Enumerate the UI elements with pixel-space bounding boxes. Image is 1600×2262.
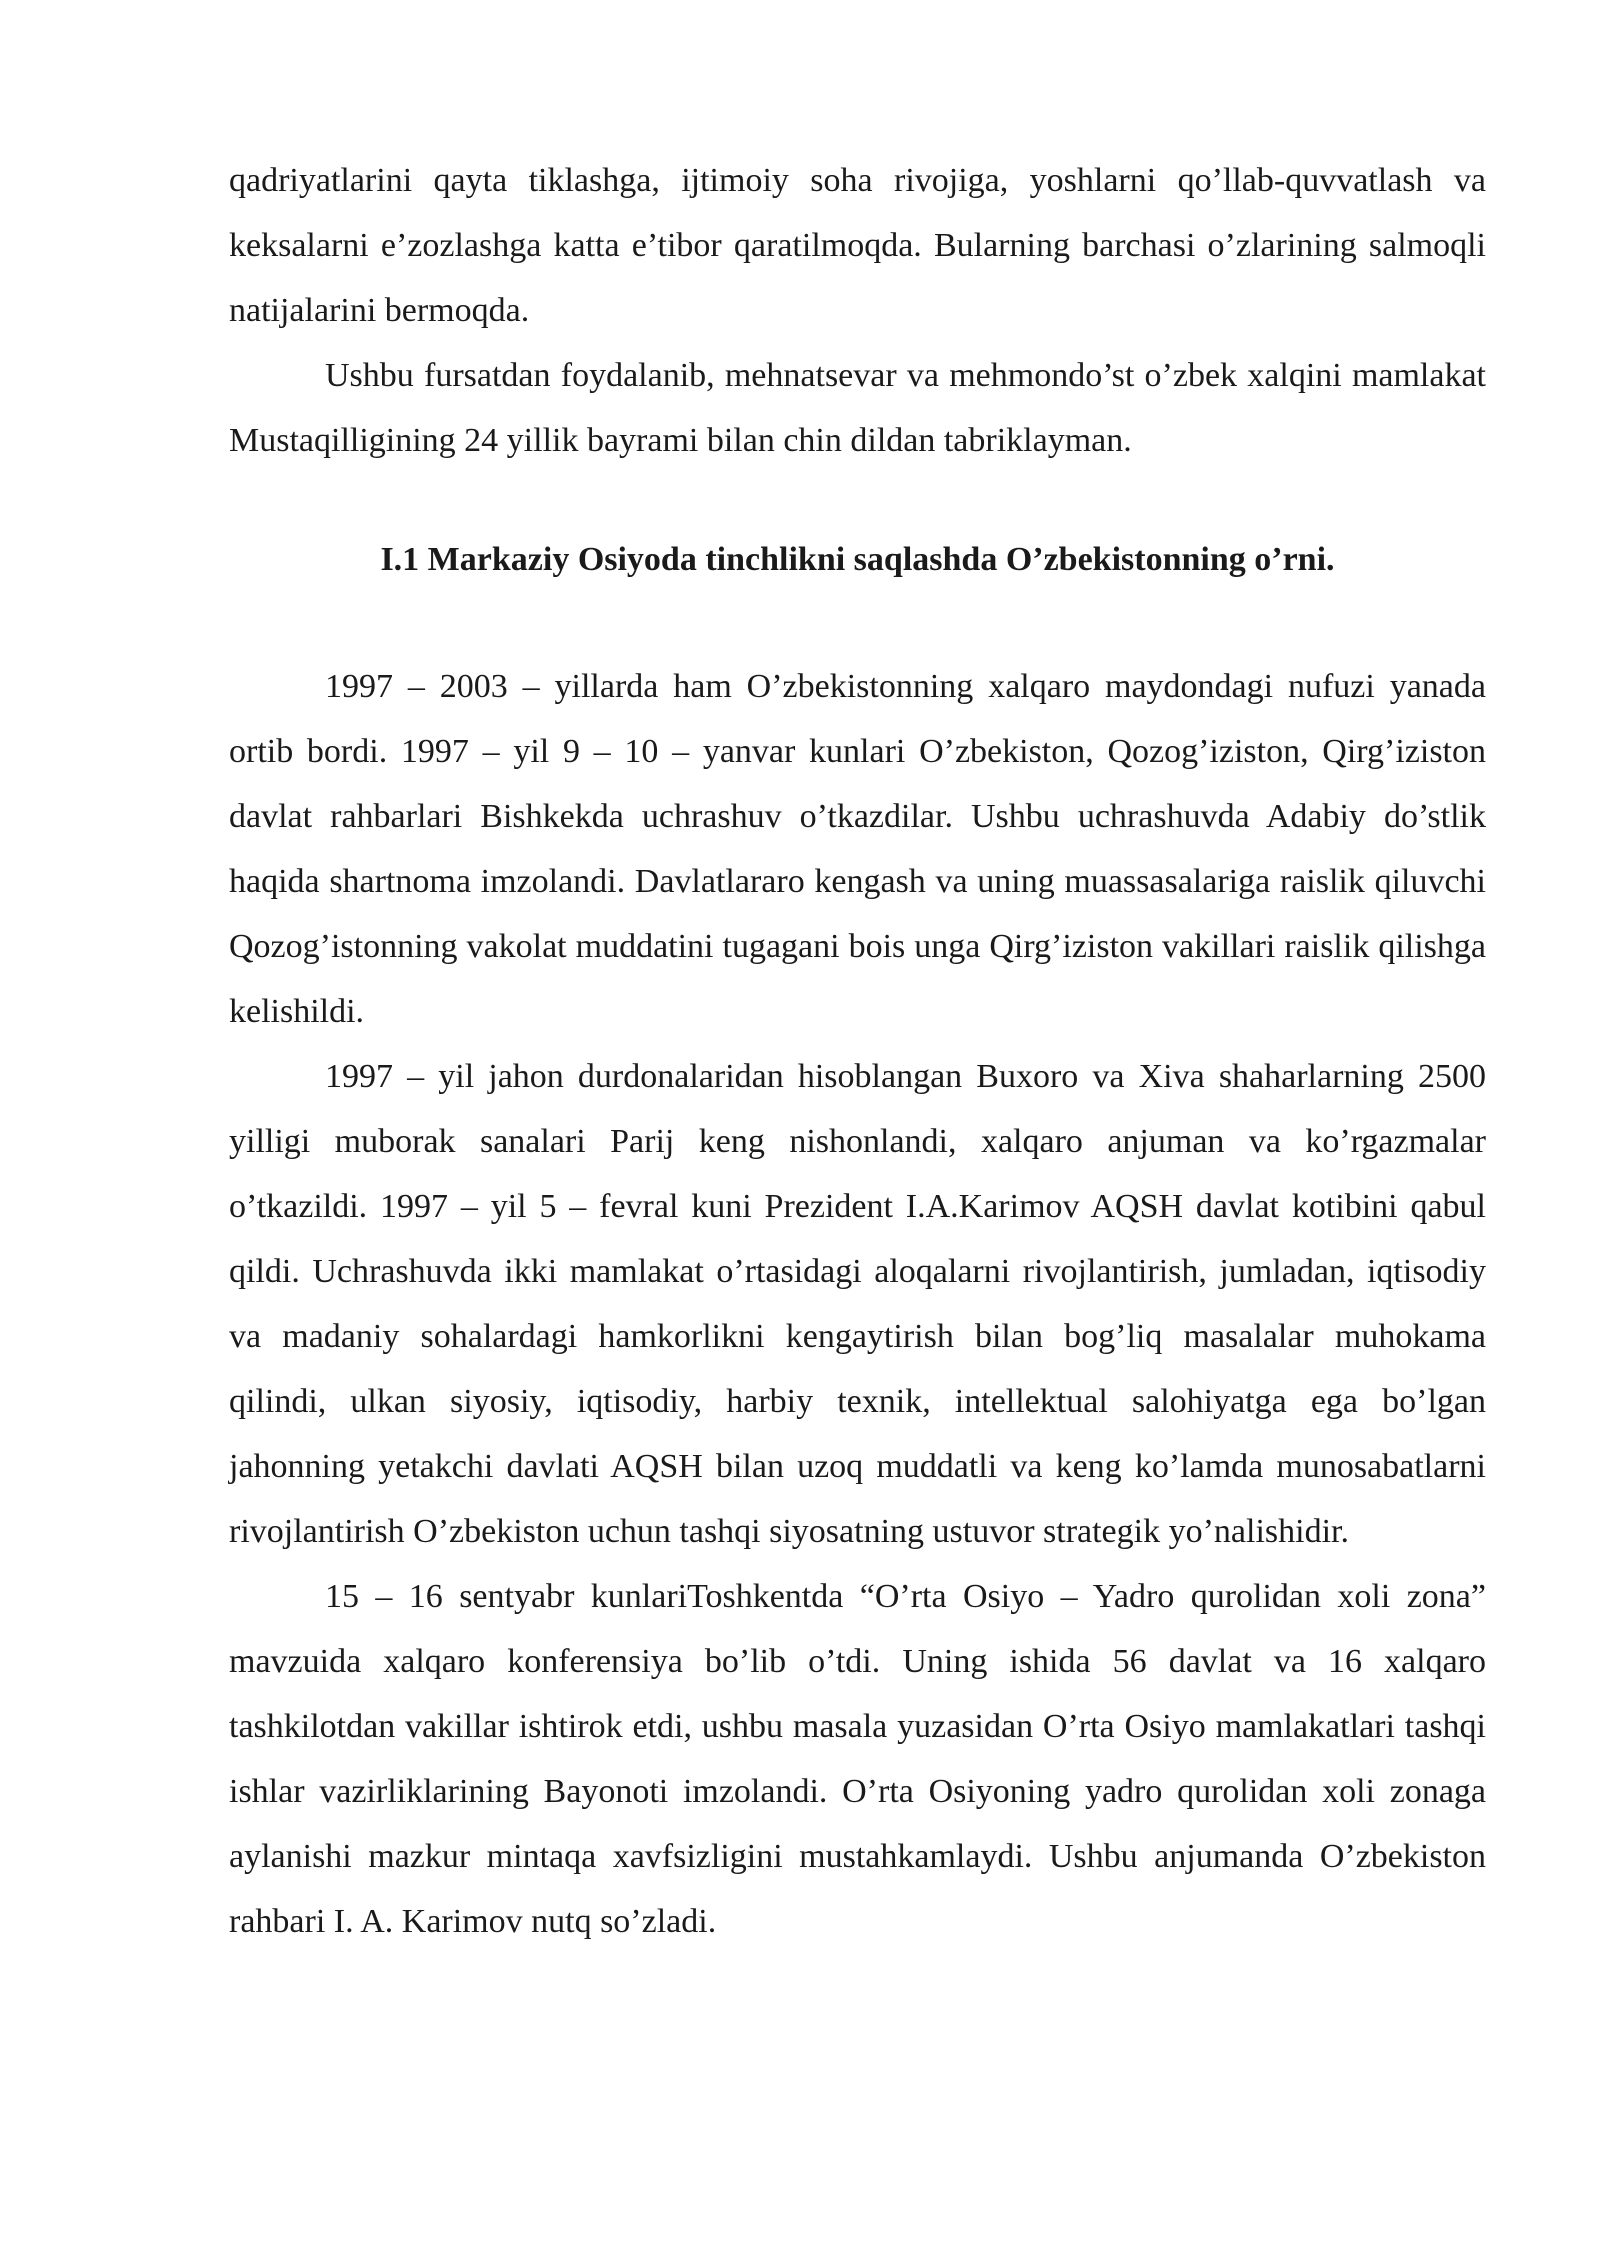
section-heading: I.1 Markaziy Osiyoda tinchlikni saqlashda O’zbekistonning o’rni. bbox=[380, 541, 1335, 578]
paragraph-conference: 15 – 16 sentyabr kunlariToshkentda “O’rta Osiyo – Yadro qurolidan xoli zona” mavzuida xalqaro konferensiya bo’lib o’tdi. Uning ishida 56 davlat va 16 xalqaro tashkilotdan vakillar ishtirok etdi, ushbu masala yuzasidan O’rta Osiyo mamlakatlari tashqi ishlar vazirliklarining Bayonoti imzolandi. O’rta Osiyoning yadro qurolidan xoli zonaga aylanishi mazkur mintaqa xavfsizligini mustahkamlaydi. Ushbu anjumanda O’zbekiston rahbari I. A. Karimov nutq so’zladi. bbox=[229, 1578, 1486, 1940]
paragraph-1997-2003: 1997 – 2003 – yillarda ham O’zbekistonning xalqaro maydondagi nufuzi yanada ortib bordi. 1997 – yil 9 – 10 – yanvar kunlari O’zbekiston, Qozog’iziston, Qirg’iziston davlat rahbarlari Bishkekda uchrashuv o’tkazdilar. Ushbu uchrashuvda Adabiy do’stlik haqida shartnoma imzolandi. Davlatlararo kengash va uning muassasalariga raislik qiluvchi Qozog’istonning vakolat muddatini tugagani bois unga Qirg’iziston vakillari raislik qilishga kelishildi. bbox=[229, 668, 1486, 1030]
document-body bbox=[229, 148, 1486, 1954]
paragraph-continuation: qadriyatlarini qayta tiklashga, ijtimoiy soha rivojiga, yoshlarni qo’llab-quvvatlash va keksalarni e’zozlashga katta e’tibor qaratilmoqda. Bularning barchasi o’zlarining salmoqli natijalarini bermoqda. bbox=[229, 162, 1486, 329]
spacer bbox=[229, 473, 1486, 527]
paragraph-congratulation: Ushbu fursatdan foydalanib, mehnatsevar va mehmondo’st o’zbek xalqini mamlakat Mustaqilligining 24 yillik bayrami bilan chin dildan tabriklayman. bbox=[229, 357, 1486, 459]
paragraph-buxoro-xiva: 1997 – yil jahon durdonalaridan hisoblangan Buxoro va Xiva shaharlarning 2500 yilligi muborak sanalari Parij keng nishonlandi, xalqaro anjuman va ko’rgazmalar o’tkazildi. 1997 – yil 5 – fevral kuni Prezident I.A.Karimov AQSH davlat kotibini qabul qildi. Uchrashuvda ikki mamlakat o’rtasidagi aloqalarni rivojlantirish, jumladan, iqtisodiy va madaniy sohalardagi hamkorlikni kengaytirish bilan bog’liq masalalar muhokama qilindi, ulkan siyosiy, iqtisodiy, harbiy texnik, intellektual salohiyatga ega bo’lgan jahonning yetakchi davlati AQSH bilan uzoq muddatli va keng ko’lamda munosabatlarni rivojlantirish O’zbekiston uchun tashqi siyosatning ustuvor strategik yo’nalishidir. bbox=[229, 1058, 1486, 1550]
spacer bbox=[229, 592, 1486, 654]
